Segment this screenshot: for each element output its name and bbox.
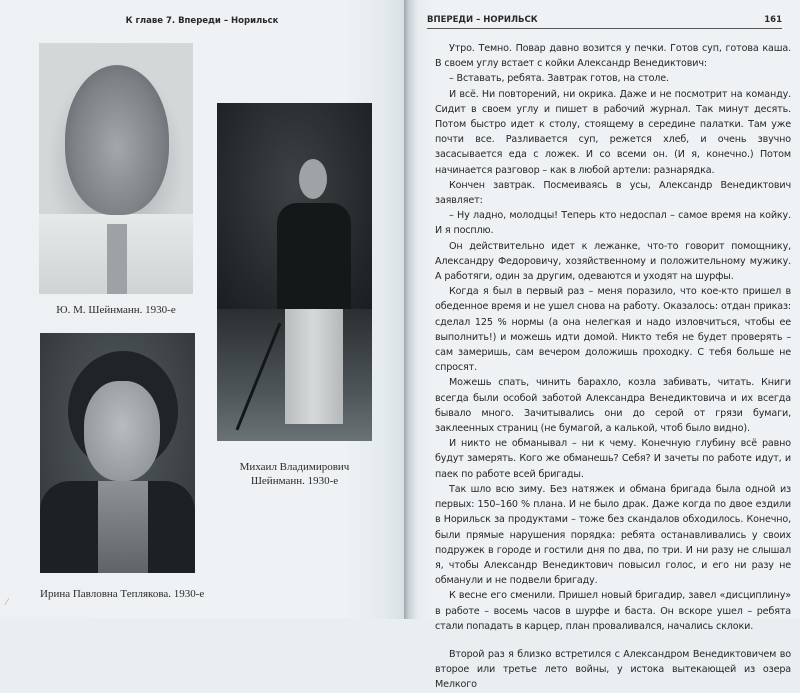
photo-mikhail-sheinmann-lower (217, 309, 372, 441)
photo-teplyakova-portrait (40, 333, 195, 573)
paragraph: Он действительно идет к лежанке, что-то говорит помощнику, Александру Федоровичу, хозяйственному и положительному мужику. А работяги, один за другим, одеваются и уходят на шурфы. (435, 240, 791, 283)
paragraph: Можешь спать, чинить барахло, козла забивать, читать. Книги всегда были особой заботой Александра Венедиктовича и их всегда бывало много. Зачитывались они до серой от грязи бумаги, заклеенных страниц (не бумагой, а калькой, чтоб было видно). (435, 377, 791, 435)
photo-caption: Ю. М. Шейнманн. 1930-е (56, 304, 176, 316)
paragraph: Когда я был в первый раз – меня поразило, что кое-кто пришел в обеденное время и не ушел снова на работу. Оказалось: отдан приказ: сделал 125 % нормы (а она нелегкая и надо изловчиться, чтобы ее выполнить!) и можешь идти домой. Никто тебя не будет проверять – сам замеришь, сам вечером доложишь проходку. С тебя больше не спросят. (435, 286, 791, 374)
paragraph: – Ну ладно, молодцы! Теперь кто недоспал – самое время на койку. И я посплю. (435, 210, 791, 237)
right-running-head (427, 15, 782, 29)
photo-sheinmann-portrait (39, 43, 193, 294)
photo-mikhail-sheinmann-upper (217, 103, 372, 309)
photo-caption: Ирина Павловна Теплякова. 1930-е (40, 588, 205, 600)
left-page (0, 0, 404, 619)
photo-caption (217, 460, 372, 488)
left-running-head: К главе 7. Впереди – Норильск (125, 16, 279, 26)
paragraph: Так шло всю зиму. Без натяжек и обмана бригада была одной из первых: 150–160 % плана. И не было драк. Даже когда по двое ездили в Норильск за продуктами – тоже без скандалов обходилось. Конечно, были прямые нарушения порядка: ребята останавливались у своих подружек в городе и гостили дня по два, по три. И ни разу не слышал я, чтобы Александр Венедиктович повысил голос, и его ни разу не обманули и не подвели бригаду. (435, 483, 791, 587)
page-number: 161 (764, 15, 782, 25)
paragraph: Утро. Темно. Повар давно возится у печки. Готов суп, готова каша. В своем углу встает с койки Александр Венедиктович: (435, 43, 791, 70)
paragraph: Второй раз я близко встретился с Александром Венедиктовичем во второе или третье лето войны, у истока вытекающей из озера Мелкого (435, 648, 791, 691)
right-page (404, 0, 800, 691)
pencil-mark-icon: ⁄ (6, 598, 8, 608)
paragraph: – Вставать, ребята. Завтрак готов, на столе. (449, 73, 669, 85)
body-text (435, 41, 791, 693)
paragraph: К весне его сменили. Пришел новый бригадир, завел «дисциплину» в работе – восемь часов в шурфе и баста. Он вскоре ушел – ребята стали попадать в карцер, план проваливался, начались склоки. (435, 590, 791, 632)
running-head-title: ВПЕРЕДИ – НОРИЛЬСК (427, 15, 538, 25)
paragraph: И всё. Ни повторений, ни окрика. Даже и не посмотрит на команду. Сидит в своем углу и пишет в рабочий журнал. Так минут десять. Потом быстро идет к столу, стоящему в середине палатки. Там уже почти все. Разливается суп, режется хлеб, и очень звучно засасывается еда с ложек. И со всеми он. (И я, конечно.) Потом начинается разговор – как в любой артели: разнарядка. (435, 88, 791, 176)
caption-line: Михаил Владимирович (239, 461, 350, 473)
paragraph: И никто не обманывал – ни к чему. Конечную глубину всё равно будут замерять. Кого же обманешь? Себя? И зачеты по работе идут, и паек по работе всей бригады. (435, 438, 791, 480)
paragraph: Кончен завтрак. Посмеиваясь в усы, Александр Венедиктович заявляет: (435, 179, 791, 207)
caption-line: Шейнманн. 1930-е (250, 475, 339, 487)
